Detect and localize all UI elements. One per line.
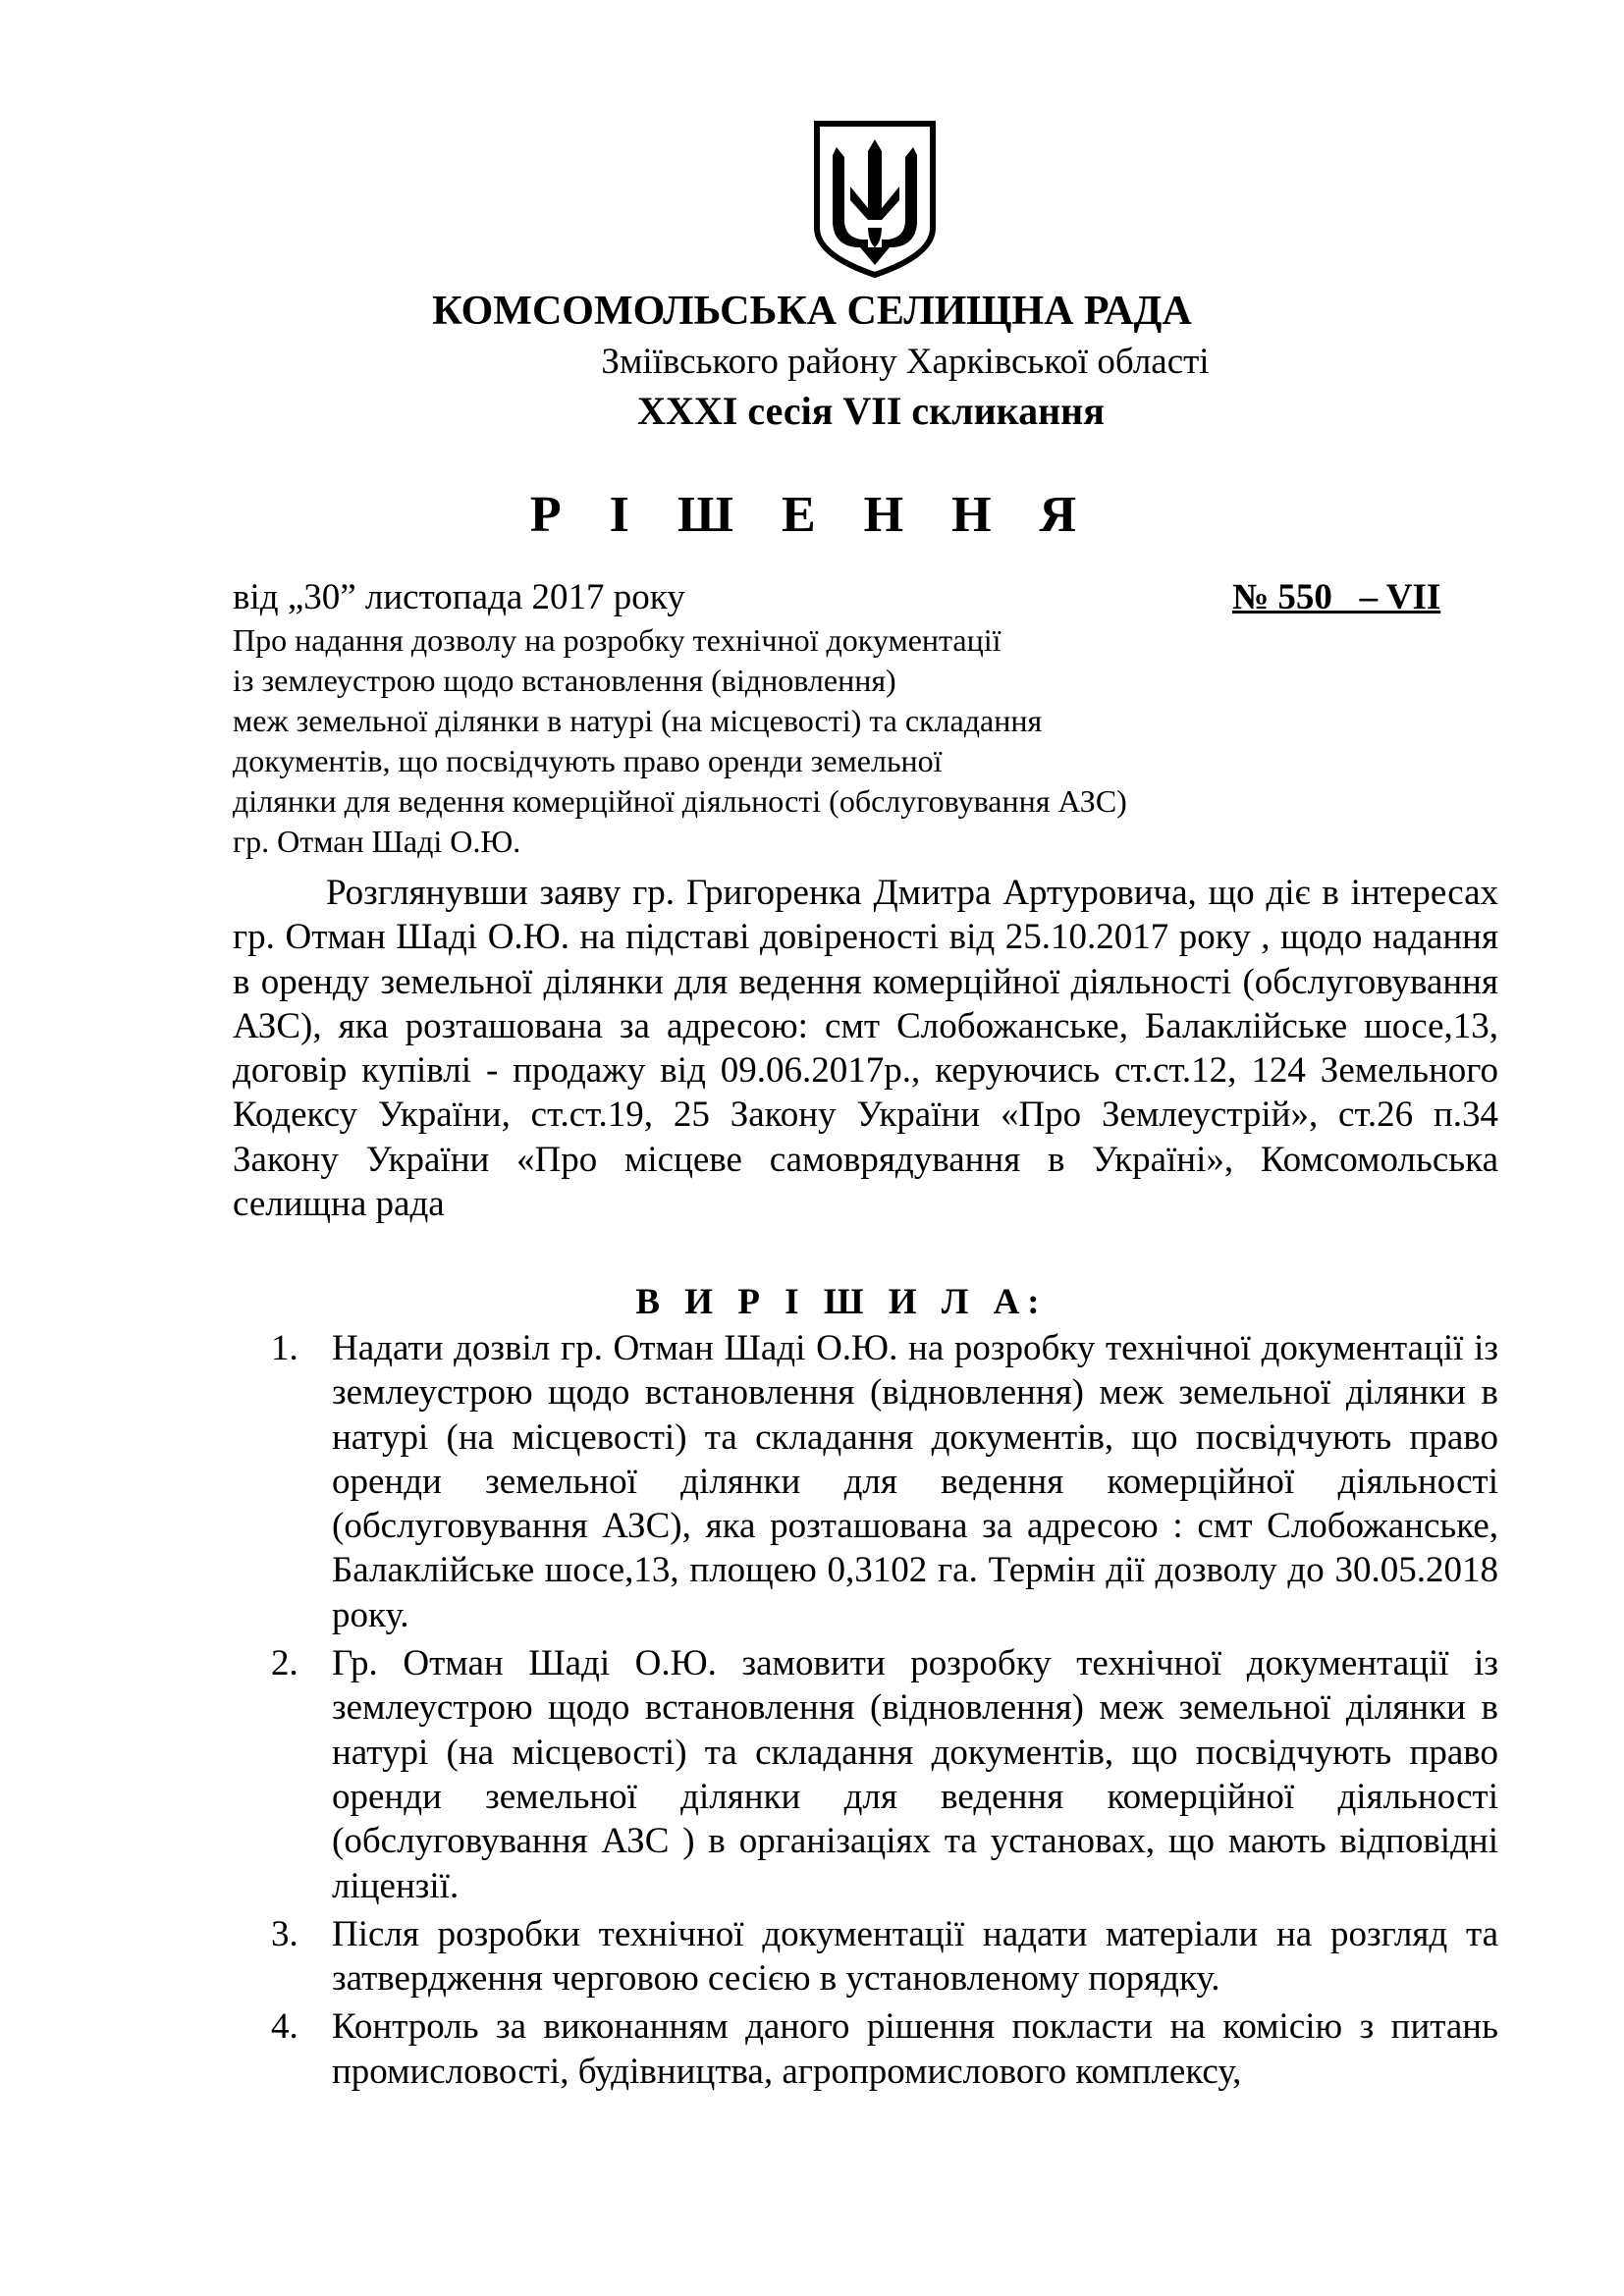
- decision-item: [271, 1641, 1498, 1908]
- decision-item: [271, 1326, 1498, 1637]
- decision-items-list: [271, 1326, 1498, 2094]
- subject-line: із землеустрою щодо встановлення (відновлення): [233, 663, 896, 698]
- decision-date: від „30” листопада 2017 року: [233, 577, 685, 617]
- resolved-heading: В И Р І Ш И Л А:: [635, 1282, 1048, 1322]
- document-title: Р І Ш Е Н Н Я: [529, 487, 1095, 543]
- decision-item: [271, 2004, 1498, 2094]
- trident-coat-of-arms-icon: [811, 118, 939, 280]
- subject-line: меж земельної ділянки в натурі (на місцевості) та складання: [233, 703, 1043, 738]
- item-text: Контроль за виконанням даного рішення покласти на комісію з питань промисловості, будівництва, агропромислового комплексу,: [332, 2006, 1498, 2092]
- item-text: Гр. Отман Шаді О.Ю. замовити розробку технічної документації із землеустрою щодо встановлення (відновлення) меж земельної ділянки в натурі (на місцевості) та складання документів, що посвідчують право оренди земельної ділянки для ведення комерційної діяльності (обслуговування АЗС ) в організаціях та установах, що мають відповідні ліцензії.: [332, 1643, 1498, 1906]
- item-text: Надати дозвіл гр. Отман Шаді О.Ю. на розробку технічної документації із землеустрою щодо встановлення (відновлення) меж земельної ділянки в натурі (на місцевості) та складання документів, що посвідчують право оренди земельної ділянки для ведення комерційної діяльності (обслуговування АЗС), яка розташована за адресою : смт Слобожанське, Балаклійське шосе,13, площею 0,3102 га. Термін дії дозволу до 30.05.2018 року.: [332, 1328, 1498, 1635]
- council-name: КОМСОМОЛЬСЬКА СЕЛИЩНА РАДА: [432, 289, 1192, 334]
- decision-subject: [233, 620, 1215, 862]
- item-number: 1.: [271, 1328, 298, 1368]
- preamble-paragraph: Розглянувши заяву гр. Григоренка Дмитра Артуровича, що діє в інтересах гр. Отман Шаді О.Ю. на підставі довіреності від 25.10.2017 року , щодо надання в оренду земельної ділянки для ведення комерційної діяльності (обслуговування АЗС), яка розташована за адресою: смт Слобожанське, Балаклійське шосе,13, договір купівлі - продажу від 09.06.2017р., керуючись ст.ст.12, 124 Земельного Кодексу України, ст.ст.19, 25 Закону України «Про Землеустрій», ст.26 п.34 Закону України «Про місцеве самоврядування в Україні», Комсомольська селищна рада: [233, 873, 1498, 1225]
- subject-line: гр. Отман Шаді О.Ю.: [233, 824, 521, 859]
- item-number: 3.: [271, 1913, 298, 1954]
- decision-number: № 550 – VII: [1232, 577, 1441, 617]
- subject-line: ділянки для ведення комерційної діяльності (обслуговування АЗС): [233, 783, 1127, 819]
- item-number: 4.: [271, 2006, 298, 2048]
- subject-line: Про надання дозволу на розробку технічної документації: [233, 622, 1001, 658]
- item-text: Після розробки технічної документації надати матеріали на розгляд та затвердження черговою сесією в установленому порядку.: [332, 1913, 1498, 2000]
- decision-item: [271, 1912, 1498, 2002]
- district-line: Зміївського району Харківської області: [601, 342, 1210, 382]
- subject-line: документів, що посвідчують право оренди земельної: [233, 743, 943, 778]
- item-number: 2.: [271, 1643, 298, 1684]
- session-line: XXXI сесія VII скликання: [637, 389, 1105, 433]
